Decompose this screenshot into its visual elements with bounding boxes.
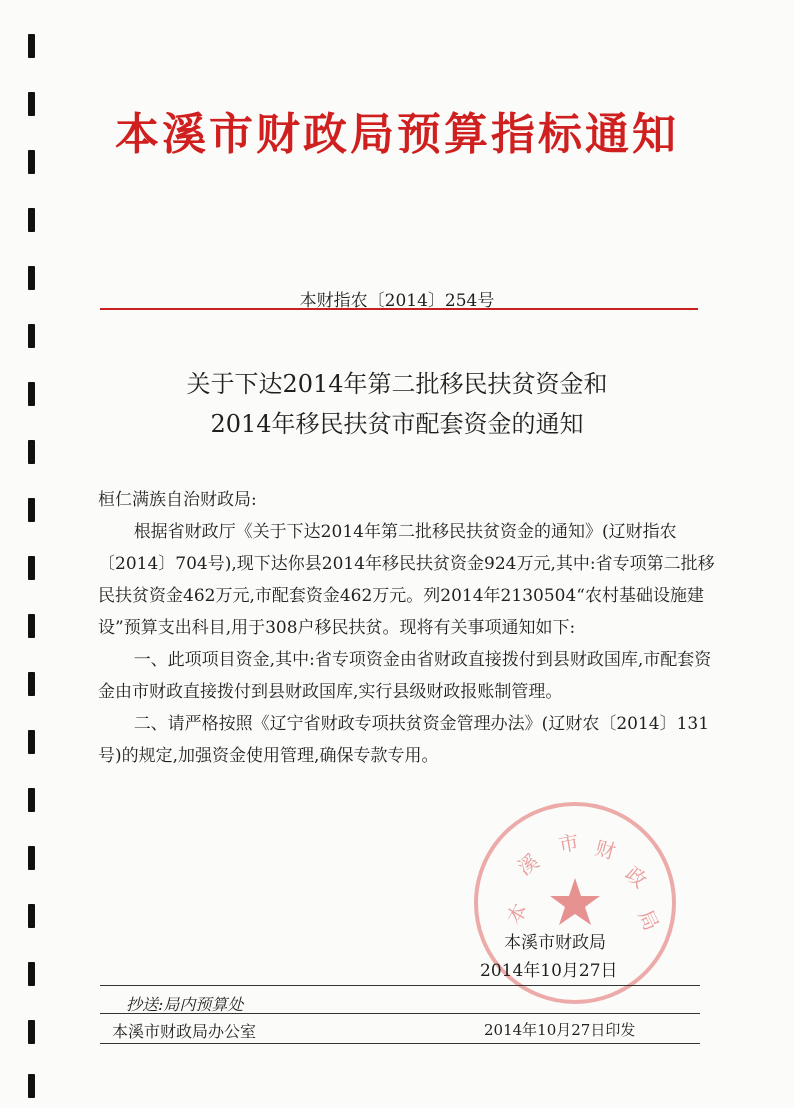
red-divider-line [100,308,698,310]
footer-rule-bottom [100,1043,700,1044]
punch-hole [28,730,35,754]
punch-hole [28,324,35,348]
punch-hole [28,1074,35,1098]
punch-hole [28,498,35,522]
seal-star-icon [550,878,600,925]
punch-hole [28,34,35,58]
addressee: 桓仁满族自治财政局: [98,490,257,510]
binding-punch-holes [28,0,38,1108]
red-header-title: 本溪市财政局预算指标通知 [115,109,679,160]
body-paragraph: 根据省财政厅《关于下达2014年第二批移民扶贫资金的通知》(辽财指农〔2014〕704号),现下达你县2014年移民扶贫资金924万元,其中:省专项第二批移民扶贫资金462万元,市配套资金462万元。列2014年2130504“农村基础设施建设”预算支出科目,用于308户移民扶贫。现将有关事项通知如下: [98,522,715,638]
document-body [98,484,718,772]
punch-hole [28,904,35,928]
body-paragraph: 二、请严格按照《辽宁省财政专项扶贫资金管理办法》(辽财农〔2014〕131号)的规定,加强资金使用管理,确保专款专用。 [98,714,710,766]
seal-char: 溪 [513,848,544,881]
cc-line: 抄送:局内预算处 [126,995,244,1014]
punch-hole [28,672,35,696]
issue-date: 2014年10月27日印发 [484,1021,636,1039]
signature-date: 2014年10月27日 [480,961,618,981]
issuing-office: 本溪市财政局办公室 [112,1022,257,1041]
seal-char: 财 [592,835,619,865]
punch-hole [28,614,35,638]
punch-hole [28,208,35,232]
signature-organization: 本溪市财政局 [504,933,606,953]
document-title-line-2: 2014年移民扶贫市配套资金的通知 [210,410,584,438]
punch-hole [28,1020,35,1044]
seal-char: 市 [556,829,581,857]
seal-char: 政 [620,861,652,893]
punch-hole [28,846,35,870]
seal-char: 本 [501,899,533,929]
footer-rule-top [100,985,700,986]
punch-hole [28,556,35,580]
document-number: 本财指农〔2014〕254号 [299,291,495,311]
document-title [0,364,794,444]
document-title-line-1: 关于下达2014年第二批移民扶贫资金和 [186,370,608,398]
punch-hole [28,788,35,812]
punch-hole [28,962,35,986]
footer-rule-middle [100,1013,700,1014]
body-paragraph: 一、此项项目资金,其中:省专项资金由省财政直接拨付到县财政国库,市配套资金由市财政直接拨付到县财政国库,实行县级财政报账制管理。 [98,650,712,702]
seal-char: 局 [633,905,664,935]
